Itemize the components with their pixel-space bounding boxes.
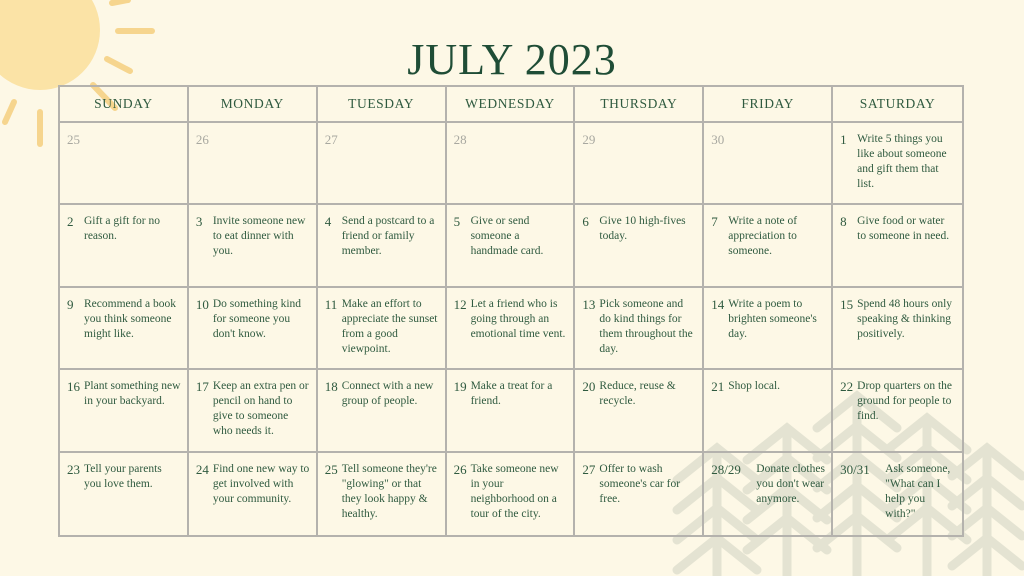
calendar-day-cell xyxy=(447,453,576,535)
kindness-activity-text: Ask someone, "What can I help you with?" xyxy=(885,462,951,520)
calendar-day-cell xyxy=(447,205,576,287)
calendar-day-cell xyxy=(189,453,318,535)
calendar-day-cell xyxy=(704,123,833,205)
calendar-day-cell xyxy=(60,205,189,287)
kindness-activity-text: Gift a gift for no reason. xyxy=(84,215,161,243)
day-number: 28/29 xyxy=(711,461,741,477)
calendar-grid xyxy=(58,85,964,537)
day-number: 20 xyxy=(582,379,596,395)
kindness-activity-text: Write a note of appreciation to someone. xyxy=(728,215,798,258)
kindness-activity-text xyxy=(213,131,310,132)
calendar-day-cell xyxy=(447,288,576,370)
kindness-activity-text: Give or send someone a handmade card. xyxy=(470,215,544,258)
calendar-day-cell xyxy=(189,205,318,287)
day-number: 6 xyxy=(582,214,589,230)
calendar-day-cell xyxy=(60,453,189,535)
day-number: 10 xyxy=(195,296,209,312)
day-number: 15 xyxy=(840,296,854,312)
kindness-activity-text: Write a poem to brighten someone's day. xyxy=(728,297,817,340)
calendar-day-cell xyxy=(833,288,962,370)
weekday-header: SUNDAY xyxy=(60,87,189,123)
day-number: 21 xyxy=(711,379,725,395)
day-number: 23 xyxy=(67,461,80,477)
day-number: 13 xyxy=(582,296,596,312)
kindness-activity-text xyxy=(471,131,568,132)
kindness-activity-text: Give food or water to someone in need. xyxy=(857,215,950,243)
day-number: 9 xyxy=(67,296,74,312)
weekday-header: FRIDAY xyxy=(704,87,833,123)
day-number: 26 xyxy=(195,132,209,147)
day-number: 7 xyxy=(711,214,718,230)
calendar-day-cell xyxy=(704,205,833,287)
kindness-activity-text: Plant something new in your backyard. xyxy=(84,380,181,408)
day-number: 18 xyxy=(324,379,338,395)
kindness-activity-text: Make an effort to appreciate the sunset from a good viewpoint. xyxy=(341,297,438,355)
day-number: 26 xyxy=(453,461,467,477)
calendar-day-cell xyxy=(318,123,447,205)
kindness-activity-text: Tell your parents you love them. xyxy=(84,462,162,490)
day-number: 1 xyxy=(840,132,847,147)
calendar-day-cell xyxy=(704,288,833,370)
kindness-activity-text: Send a postcard to a friend or family member. xyxy=(341,215,435,258)
kindness-activity-text: Do something kind for someone you don't know. xyxy=(212,297,302,340)
kindness-activity-text xyxy=(728,131,825,132)
calendar-day-cell xyxy=(447,370,576,452)
calendar-day-cell xyxy=(704,370,833,452)
kindness-activity-text: Invite someone new to eat dinner with you. xyxy=(212,215,306,258)
day-number: 24 xyxy=(195,461,209,477)
day-number: 2 xyxy=(67,214,74,230)
day-number: 22 xyxy=(840,379,854,395)
day-number: 16 xyxy=(67,379,80,395)
calendar-day-cell xyxy=(833,205,962,287)
calendar-day-cell xyxy=(575,123,704,205)
kindness-activity-text: Offer to wash someone's car for free. xyxy=(599,462,681,505)
calendar-day-cell xyxy=(60,288,189,370)
day-number: 30/31 xyxy=(840,461,870,477)
calendar-day-cell xyxy=(575,205,704,287)
kindness-activity-text xyxy=(599,131,696,132)
day-number: 4 xyxy=(324,214,332,230)
calendar-title: JULY 2023 xyxy=(407,35,617,84)
day-number: 27 xyxy=(582,461,596,477)
calendar-day-cell xyxy=(189,370,318,452)
calendar-day-cell xyxy=(189,123,318,205)
calendar-day-cell xyxy=(575,370,704,452)
kindness-activity-text: Take someone new in your neighborhood on a tour of the city. xyxy=(470,462,559,520)
weekday-header: WEDNESDAY xyxy=(447,87,576,123)
calendar-day-cell xyxy=(833,453,962,535)
calendar-day-cell xyxy=(60,370,189,452)
calendar-day-cell xyxy=(447,123,576,205)
day-number: 8 xyxy=(840,214,847,230)
calendar-day-cell xyxy=(318,453,447,535)
kindness-activity-text xyxy=(84,131,181,132)
kindness-activity-text: Connect with a new group of people. xyxy=(341,380,434,408)
day-number: 25 xyxy=(324,461,338,477)
day-number: 12 xyxy=(453,296,467,312)
weekday-header: MONDAY xyxy=(189,87,318,123)
weekday-header: THURSDAY xyxy=(575,87,704,123)
day-number: 5 xyxy=(453,214,461,230)
kindness-activity-text: Let a friend who is going through an emotional time vent. xyxy=(470,297,566,340)
weekday-header: TUESDAY xyxy=(318,87,447,123)
day-number: 19 xyxy=(453,379,467,395)
calendar-day-cell xyxy=(318,288,447,370)
day-number: 11 xyxy=(324,296,338,312)
day-number: 29 xyxy=(582,132,596,147)
kindness-activity-text: Tell someone they're "glowing" or that they look happy & healthy. xyxy=(341,462,437,520)
kindness-activity-text: Reduce, reuse & recycle. xyxy=(599,380,676,408)
calendar-day-cell xyxy=(318,370,447,452)
kindness-activity-text: Keep an extra pen or pencil on hand to give to someone who needs it. xyxy=(212,380,309,438)
kindness-activity-text: Give 10 high-fives today. xyxy=(599,215,686,243)
kindness-activity-text: Shop local. xyxy=(728,380,781,393)
kindness-activity-text: Spend 48 hours only speaking & thinking positively. xyxy=(857,297,953,340)
kindness-activity-text: Make a treat for a friend. xyxy=(470,380,553,408)
calendar-day-cell xyxy=(318,205,447,287)
day-number: 3 xyxy=(195,214,203,230)
day-number: 17 xyxy=(195,379,209,395)
calendar-day-cell xyxy=(833,370,962,452)
kindness-activity-text: Donate clothes you don't wear anymore. xyxy=(756,462,825,505)
kindness-activity-text: Pick someone and do kind things for them throughout the day. xyxy=(599,297,693,355)
calendar-day-cell xyxy=(575,453,704,535)
calendar-day-cell xyxy=(833,123,962,205)
kindness-activity-text: Drop quarters on the ground for people to find. xyxy=(857,380,952,423)
kindness-activity-text: Write 5 things you like about someone and gift them that list. xyxy=(857,133,947,190)
calendar-day-cell xyxy=(189,288,318,370)
day-number: 28 xyxy=(453,132,467,147)
kindness-activity-text: Recommend a book you think someone might like. xyxy=(84,297,176,340)
calendar-day-cell xyxy=(704,453,833,535)
kindness-activity-text xyxy=(342,131,439,132)
day-number: 25 xyxy=(67,132,80,147)
day-number: 27 xyxy=(324,132,338,147)
weekday-header: SATURDAY xyxy=(833,87,962,123)
day-number: 14 xyxy=(711,296,725,312)
calendar-day-cell xyxy=(60,123,189,205)
calendar-day-cell xyxy=(575,288,704,370)
day-number: 30 xyxy=(711,132,725,147)
kindness-activity-text: Find one new way to get involved with your community. xyxy=(212,462,310,505)
